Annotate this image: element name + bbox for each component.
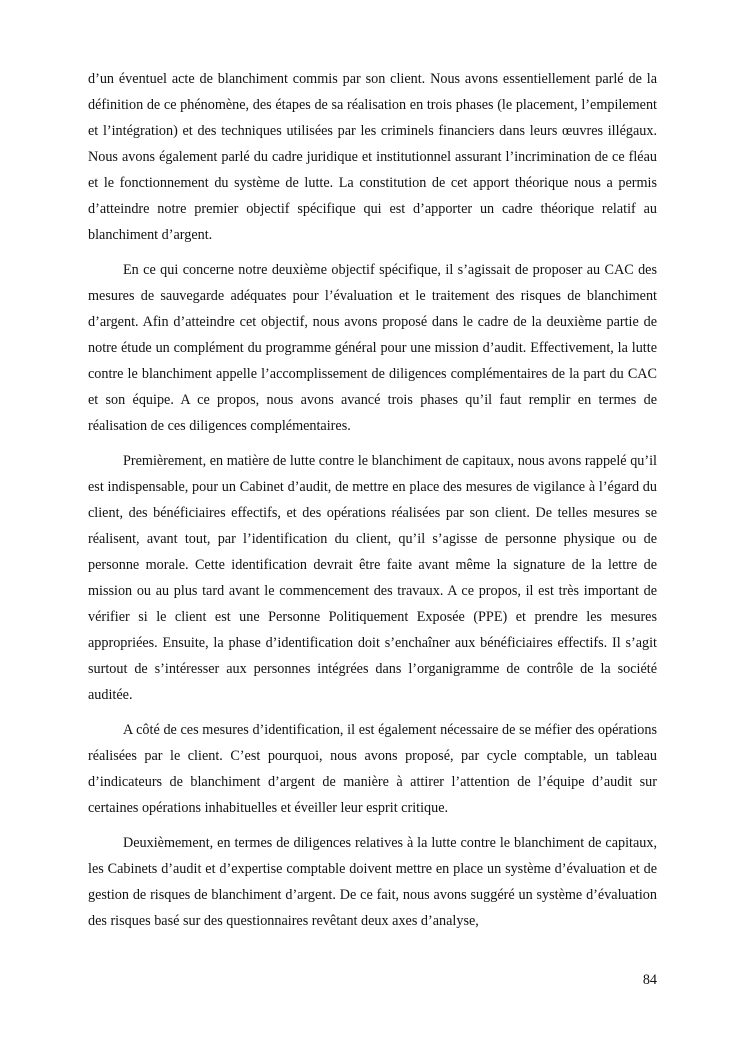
paragraph-3: Premièrement, en matière de lutte contre le blanchiment de capitaux, nous avons rappelé qu’il est indispensable, pour un Cabinet d’audit, de mettre en place des mesures de vigilance à l’égard du client, des bénéficiaires effectifs, et des opérations réalisées par son client. De telles mesures se réalisent, avant tout, par l’identification du client, qu’il s’agisse de personne physique ou de personne morale. Cette identification devrait être faite avant même la signature de la lettre de mission ou au plus tard avant le commencement des travaux. A ce propos, il est très important de vérifier si le client est une Personne Politiquement Exposée (PPE) et prendre les mesures appropriées. Ensuite, la phase d’identification doit s’enchaîner aux bénéficiaires effectifs. Il s’agit surtout de s’intéresser aux personnes intégrées dans l’organigramme de contrôle de la société auditée. (88, 453, 657, 703)
paragraph-1: d’un éventuel acte de blanchiment commis par son client. Nous avons essentiellement parlé de la définition de ce phénomène, des étapes de sa réalisation en trois phases (le placement, l’empilement et l’intégration) et des techniques utilisées par les criminels financiers dans leurs œuvres illégaux. Nous avons également parlé du cadre juridique et institutionnel assurant l’incrimination de ce fléau et le fonctionnement du système de lutte. La constitution de cet apport théorique nous a permis d’atteindre notre premier objectif spécifique qui est d’apporter un cadre théorique relatif au blanchiment d’argent. (88, 71, 657, 243)
paragraph-2: En ce qui concerne notre deuxième objectif spécifique, il s’agissait de proposer au CAC des mesures de sauvegarde adéquates pour l’évaluation et le traitement des risques de blanchiment d’argent. Afin d’atteindre cet objectif, nous avons proposé dans le cadre de la deuxième partie de notre étude un complément du programme général pour une mission d’audit. Effectivement, la lutte contre le blanchiment appelle l’accomplissement de diligences complémentaires de la part du CAC et son équipe. A ce propos, nous avons avancé trois phases qu’il faut remplir en termes de réalisation de ces diligences complémentaires. (88, 262, 657, 434)
paragraph-4: A côté de ces mesures d’identification, il est également nécessaire de se méfier des opérations réalisées par le client. C’est pourquoi, nous avons proposé, par cycle comptable, un tableau d’indicateurs de blanchiment d’argent de manière à attirer l’attention de l’équipe d’audit sur certaines opérations inhabituelles et éveiller leur esprit critique. (88, 722, 657, 816)
document-body (88, 66, 657, 943)
page-number: 84 (642, 972, 657, 988)
paragraph-5: Deuxièmement, en termes de diligences relatives à la lutte contre le blanchiment de capitaux, les Cabinets d’audit et d’expertise comptable doivent mettre en place un système d’évaluation et de gestion de risques de blanchiment d’argent. De ce fait, nous avons suggéré un système d’évaluation des risques basé sur des questionnaires revêtant deux axes d’analyse, (88, 835, 657, 929)
